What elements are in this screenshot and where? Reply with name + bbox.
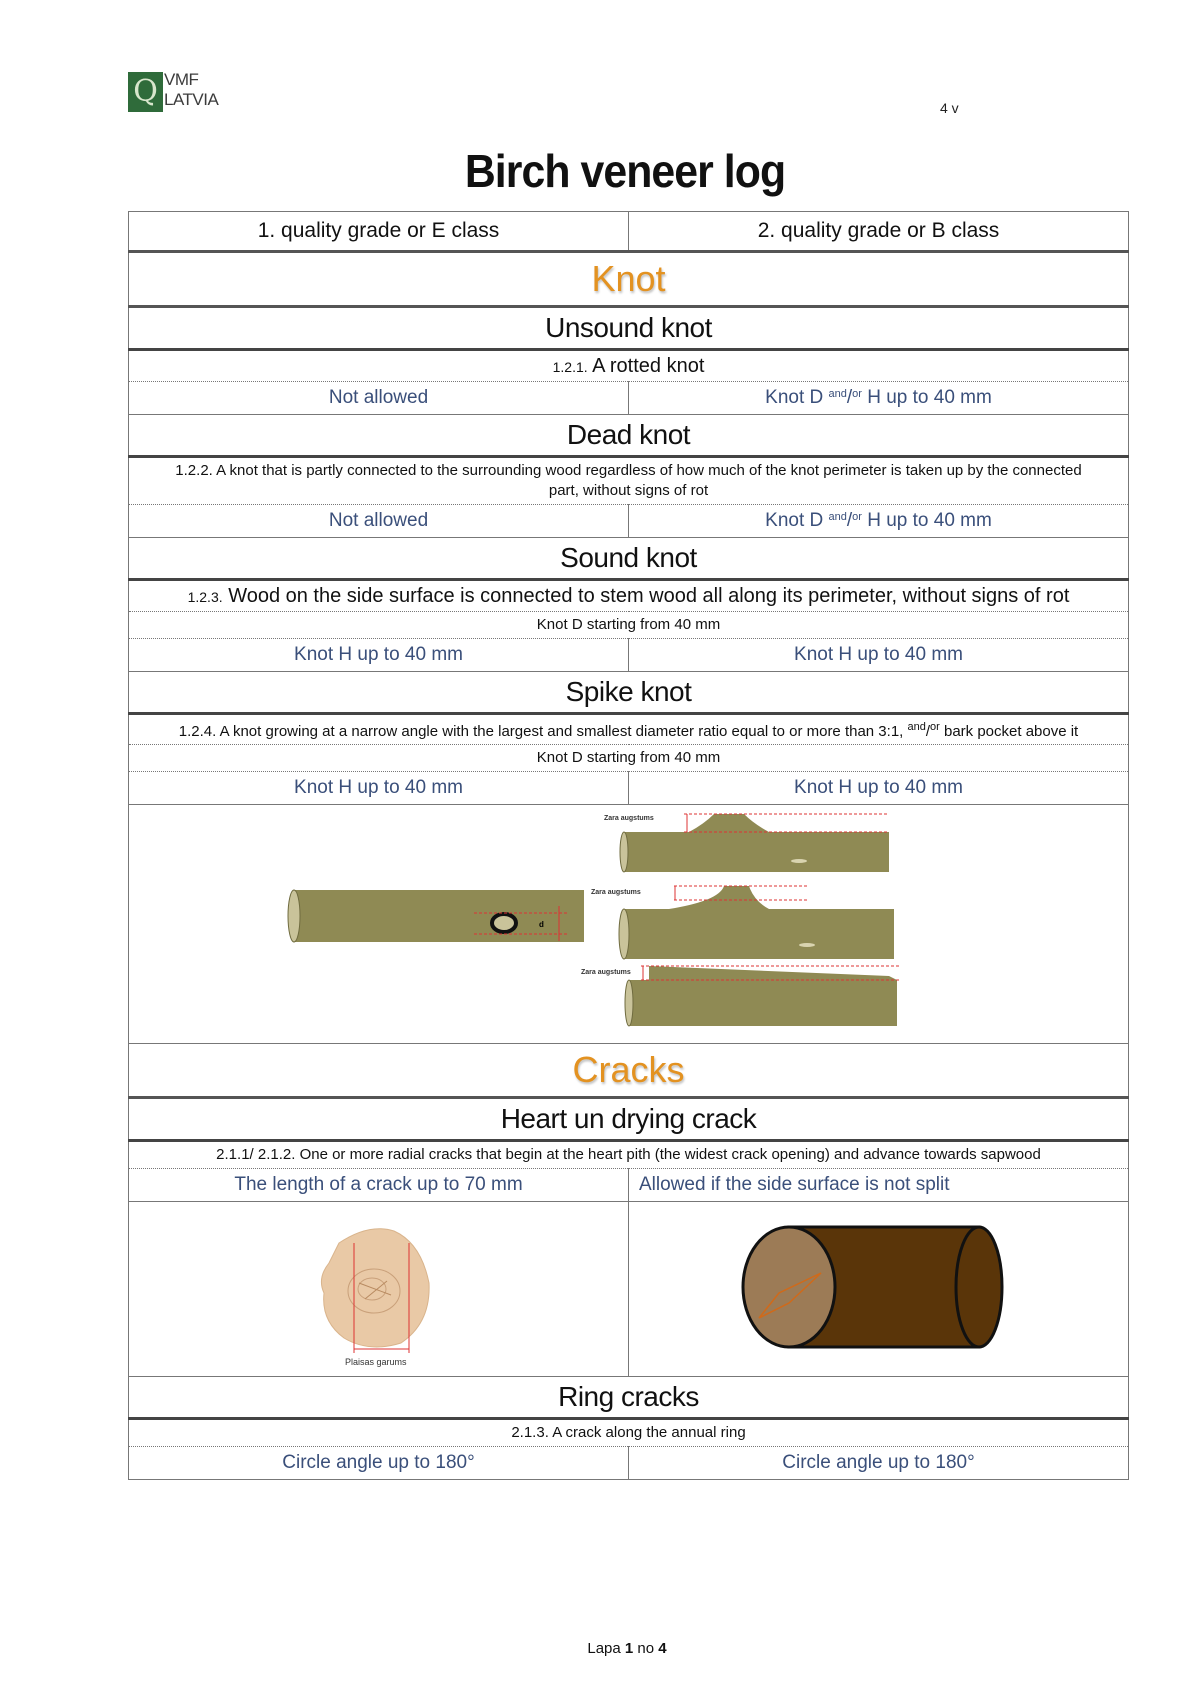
footer-page-number: 1: [624, 1640, 634, 1657]
spike-knot-grade-2: Knot H up to 40 mm: [629, 772, 1129, 805]
value-superscript: and: [828, 388, 847, 400]
spike-knot-values-row: [129, 772, 1129, 805]
subsection-title-spike-knot: Spike knot: [129, 672, 1129, 714]
ring-crack-desc-row: [129, 1419, 1129, 1447]
clause-number: 1.2.1.: [552, 358, 588, 375]
subsection-title-unsound-knot: Unsound knot: [129, 307, 1129, 350]
dead-knot-grade-2: [629, 505, 1129, 538]
spike-knot-grade-1: Knot H up to 40 mm: [129, 772, 629, 805]
sound-knot-grade-1: Knot H up to 40 mm: [129, 639, 629, 672]
diagram-label-height: Zara augstums: [581, 969, 631, 976]
spike-knot: [649, 966, 897, 980]
side-split-diagram-cell: [629, 1202, 1129, 1377]
logo-mark-letter: Q: [133, 74, 158, 109]
crack-length-diagram: [129, 1203, 629, 1375]
heart-crack-title-row: [129, 1098, 1129, 1141]
section-heading-cracks: Cracks: [129, 1044, 1129, 1098]
sound-knot-desc-row: [129, 580, 1129, 612]
spike-knot-diagram-1: [604, 814, 889, 872]
column-header-grade-2: 2. quality grade or B class: [629, 212, 1129, 252]
spike-knot-diagram-3: [581, 966, 899, 1026]
clause-superscript: and: [907, 721, 926, 733]
value-part: Knot D: [765, 510, 829, 531]
logo-line-2: LATVIA: [164, 90, 219, 109]
diagram-label-height: Zara augstums: [591, 889, 641, 896]
footer-prefix: Lapa: [587, 1640, 625, 1657]
log-end: [619, 909, 629, 959]
spike-knot-title-row: [129, 672, 1129, 714]
sound-knot-note-row: [129, 612, 1129, 639]
logo-mark: [128, 72, 163, 112]
clause-text: Wood on the side surface is connected to stem wood all along its perimeter, without signs of rot: [228, 584, 1070, 607]
footer-mid: no: [633, 1640, 659, 1657]
sound-knot-title-row: [129, 538, 1129, 580]
sound-knot-note: Knot D starting from 40 mm: [129, 612, 1129, 639]
column-header-grade-1: 1. quality grade or E class: [129, 212, 629, 252]
log-body: [624, 909, 894, 959]
heart-crack-values-row: [129, 1169, 1129, 1202]
unsound-knot-title-row: [129, 307, 1129, 350]
spike-knot-desc-row: [129, 714, 1129, 745]
value-part: H up to 40 mm: [861, 510, 992, 531]
unsound-knot-grade-2: [629, 382, 1129, 415]
value-separator: /: [846, 387, 853, 408]
ring-crack-grade-2: Circle angle up to 180°: [629, 1447, 1129, 1480]
log-end: [620, 832, 628, 872]
knot-mark: [799, 943, 815, 947]
value-separator: /: [846, 510, 853, 531]
logo-line-1: VMF: [164, 70, 199, 89]
knot-diagram-row: [129, 805, 1129, 1044]
page-title: Birch veneer log: [464, 145, 786, 197]
knot-mark: [492, 914, 516, 932]
unsound-knot-desc-row: [129, 350, 1129, 382]
heart-crack-diagram-row: [129, 1202, 1129, 1377]
subsection-title-ring-crack: Ring cracks: [129, 1377, 1129, 1419]
subsection-title-dead-knot: Dead knot: [129, 415, 1129, 457]
log-cross-section: [321, 1229, 429, 1347]
log-far-end: [956, 1227, 1002, 1347]
heart-crack-grade-1: The length of a crack up to 70 mm: [129, 1169, 629, 1202]
ring-crack-grade-1: Circle angle up to 180°: [129, 1447, 629, 1480]
sound-knot-description: [129, 580, 1129, 612]
knot-mark: [791, 859, 807, 863]
clause-text: A rotted knot: [592, 354, 705, 377]
knot-bump: [689, 814, 769, 832]
log-body: [629, 980, 897, 1026]
value-part: Knot D: [765, 387, 829, 408]
heart-crack-grade-2: Allowed if the side surface is not split: [629, 1169, 1129, 1202]
unsound-knot-values-row: [129, 382, 1129, 415]
spike-knot-note: Knot D starting from 40 mm: [129, 745, 1129, 772]
diagram-label-d: d: [539, 920, 544, 929]
value-superscript: and: [828, 511, 847, 523]
document-version: 4 v: [940, 100, 959, 116]
ring-crack-values-row: [129, 1447, 1129, 1480]
unsound-knot-grade-1: Not allowed: [129, 382, 629, 415]
spike-knot-note-row: [129, 745, 1129, 772]
clause-number: 1.2.3.: [187, 588, 223, 605]
log-end: [625, 980, 633, 1026]
ring-crack-title-row: [129, 1377, 1129, 1419]
value-superscript: or: [852, 388, 862, 400]
sound-knot-values-row: [129, 639, 1129, 672]
heart-crack-desc-row: [129, 1141, 1129, 1169]
knot-bump: [669, 886, 769, 909]
company-logo: [128, 70, 238, 115]
ring-crack-description: 2.1.3. A crack along the annual ring: [129, 1419, 1129, 1447]
knot-diagram-cell: [129, 805, 1129, 1044]
clause-separator: /: [925, 723, 931, 740]
section-knot-row: [129, 252, 1129, 307]
side-split-diagram: [629, 1203, 1129, 1375]
dead-knot-desc-row: [129, 457, 1129, 505]
crack-length-diagram-cell: [129, 1202, 629, 1377]
logo-text: [164, 70, 218, 110]
value-superscript: or: [852, 511, 862, 523]
heart-crack-description: 2.1.1/ 2.1.2. One or more radial cracks that begin at the heart pith (the widest crack opening) and advance towards sapwood: [129, 1141, 1129, 1169]
clause-text: bark pocket above it: [939, 723, 1079, 740]
clause-text: 1.2.4. A knot growing at a narrow angle with the largest and smallest diameter ratio equal to or more than 3:1,: [178, 723, 908, 740]
page-footer: [0, 1640, 1190, 1657]
unsound-knot-description: [129, 350, 1129, 382]
log-cross-section: [743, 1227, 835, 1347]
footer-total-pages: 4: [658, 1640, 667, 1657]
diagram-label-crack-length: Plaisas garums: [345, 1357, 407, 1367]
sound-knot-grade-2: Knot H up to 40 mm: [629, 639, 1129, 672]
log-body: [624, 832, 889, 872]
spike-knot-description: [129, 714, 1129, 745]
column-header-row: [129, 212, 1129, 252]
log-end: [288, 890, 300, 942]
spike-knot-diagram-2: [591, 886, 894, 959]
diagram-label-height: Zara augstums: [604, 815, 654, 822]
dead-knot-description: 1.2.2. A knot that is partly connected to the surrounding wood regardless of how much of the knot perimeter is taken up by the connected part, without signs of rot: [129, 457, 1129, 505]
grading-table: [128, 211, 1129, 1480]
knot-diagrams: [129, 806, 1129, 1042]
subsection-title-sound-knot: Sound knot: [129, 538, 1129, 580]
dead-knot-title-row: [129, 415, 1129, 457]
value-part: H up to 40 mm: [861, 387, 992, 408]
clause-superscript: or: [930, 721, 940, 733]
section-cracks-row: [129, 1044, 1129, 1098]
dead-knot-values-row: [129, 505, 1129, 538]
subsection-title-heart-crack: Heart un drying crack: [129, 1098, 1129, 1141]
section-heading-knot: Knot: [129, 252, 1129, 307]
log-with-knot-diagram: [288, 890, 584, 942]
dead-knot-grade-1: Not allowed: [129, 505, 629, 538]
